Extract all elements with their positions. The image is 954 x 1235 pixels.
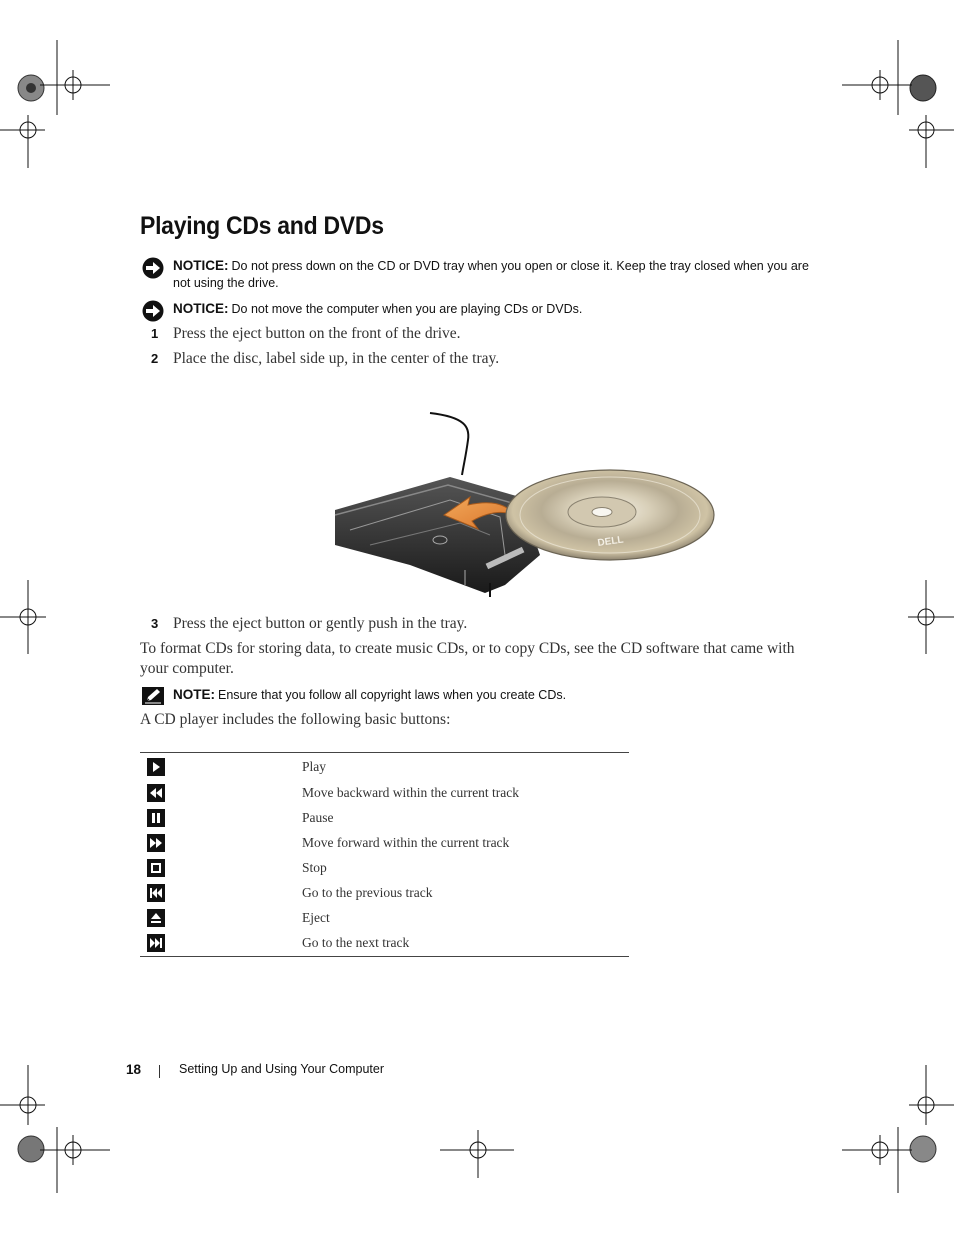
fast-forward-icon — [147, 834, 165, 852]
table-row — [140, 906, 629, 931]
buttons-intro: A CD player includes the following basic buttons: — [140, 711, 451, 728]
registration-mark-mid-left — [0, 580, 50, 655]
footer-section-title: Setting Up and Using Your Computer — [179, 1062, 384, 1076]
registration-mark-bottom-center — [438, 1130, 518, 1180]
format-paragraph: To format CDs for storing data, to create music CDs, or to copy CDs, see the CD software that came with your computer. — [140, 640, 795, 677]
notice-label: NOTICE: — [173, 301, 229, 316]
note-label: NOTE: — [173, 687, 215, 702]
notice-arrow-icon — [141, 257, 165, 284]
registration-mark-top-left — [0, 40, 120, 170]
pencil-note-icon — [141, 686, 165, 711]
registration-mark-mid-right — [904, 580, 954, 655]
registration-mark-bottom-left — [0, 1065, 120, 1195]
play-icon — [147, 758, 165, 776]
stop-icon — [147, 859, 165, 877]
notice-text: Do not move the computer when you are playing CDs or DVDs. — [231, 302, 583, 316]
table-row — [140, 781, 629, 806]
button-description: Play — [302, 758, 327, 774]
cd-buttons-table — [140, 752, 629, 957]
table-row — [140, 881, 629, 906]
step-number: 2 — [151, 351, 159, 366]
page-title: Playing CDs and DVDs — [140, 212, 384, 240]
registration-mark-top-right — [834, 40, 954, 170]
table-row — [140, 856, 629, 881]
notice-tray — [140, 257, 820, 292]
next-track-icon — [147, 934, 165, 952]
disc-brand-label: DELL — [596, 534, 625, 549]
eject-icon — [147, 909, 165, 927]
table-row — [140, 806, 629, 831]
button-description: Eject — [302, 910, 330, 925]
disc-tray-illustration — [330, 405, 730, 605]
footer-divider — [159, 1065, 160, 1078]
pause-icon — [147, 809, 165, 827]
button-description: Move backward within the current track — [302, 785, 520, 800]
button-description: Pause — [302, 810, 334, 825]
step-item — [151, 615, 467, 633]
step-text: Place the disc, label side up, in the center of the tray. — [173, 350, 500, 367]
rewind-icon — [147, 784, 165, 802]
notice-move — [140, 300, 820, 318]
button-description: Stop — [302, 860, 327, 875]
button-description: Go to the previous track — [302, 885, 433, 900]
table-row — [140, 931, 629, 957]
page-footer — [126, 1062, 384, 1077]
table-row — [140, 753, 629, 781]
notice-arrow-icon — [141, 300, 165, 327]
step-item — [151, 325, 461, 343]
notice-label: NOTICE: — [173, 258, 229, 273]
page-number: 18 — [126, 1062, 142, 1077]
notice-text: Do not press down on the CD or DVD tray when you open or close it. Keep the tray closed when you are not using the drive. — [173, 259, 809, 290]
previous-track-icon — [147, 884, 165, 902]
step-number: 3 — [151, 616, 159, 631]
step-number: 1 — [151, 326, 159, 341]
step-text: Press the eject button or gently push in the tray. — [173, 615, 468, 632]
note-copyright — [140, 686, 820, 704]
button-description: Move forward within the current track — [302, 835, 510, 850]
button-description: Go to the next track — [302, 935, 410, 950]
step-text: Press the eject button on the front of the drive. — [173, 325, 461, 342]
note-text: Ensure that you follow all copyright laws when you create CDs. — [218, 688, 567, 702]
table-row — [140, 831, 629, 856]
step-item — [151, 350, 499, 368]
registration-mark-bottom-right — [834, 1065, 954, 1195]
